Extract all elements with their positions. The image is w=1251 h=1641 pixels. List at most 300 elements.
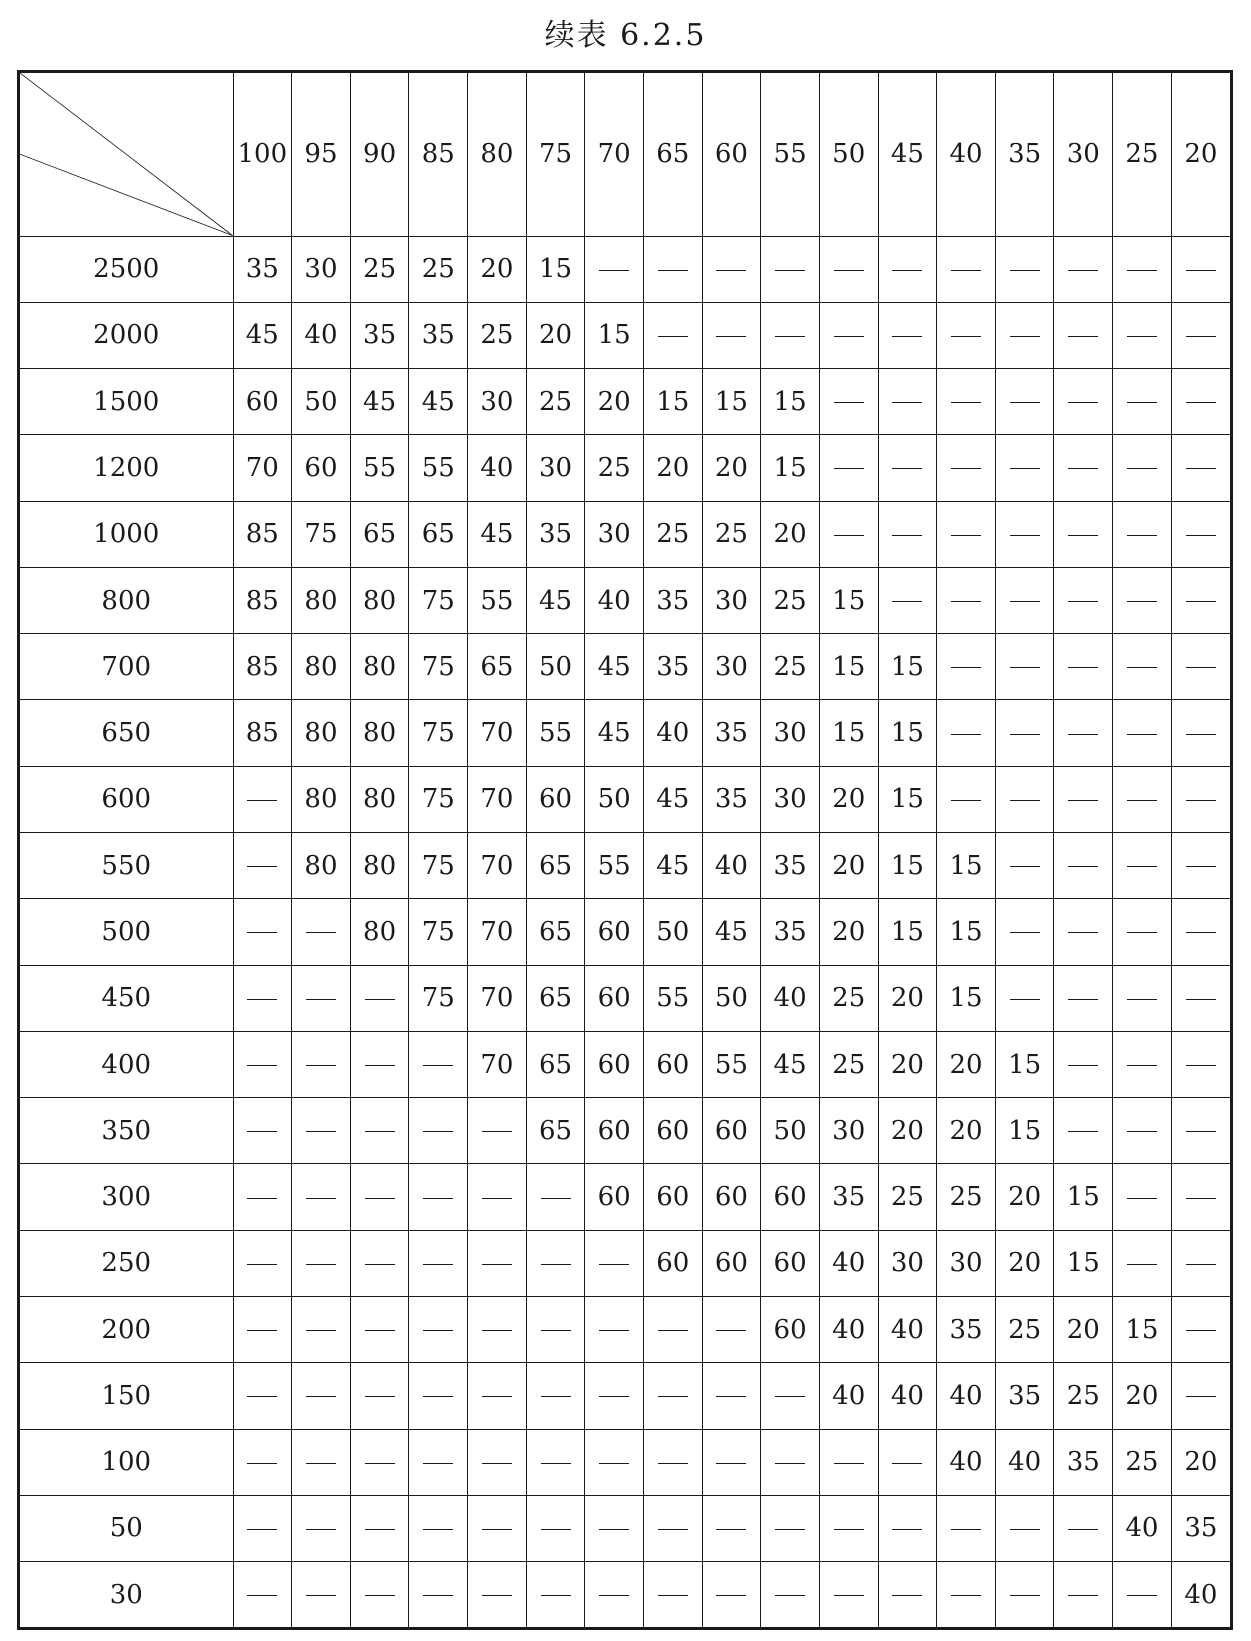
empty-dash-cell xyxy=(995,1562,1054,1627)
empty-dash-cell xyxy=(1054,1031,1113,1097)
table-cell: 15 xyxy=(1054,1230,1113,1296)
table-cell: 30 xyxy=(585,501,644,567)
table-cell: 85 xyxy=(233,567,292,633)
table-cell: 65 xyxy=(350,501,409,567)
empty-dash-cell xyxy=(526,1297,585,1363)
empty-dash-cell xyxy=(702,236,761,302)
empty-dash-cell xyxy=(350,1562,409,1627)
table-cell: 15 xyxy=(819,567,878,633)
table-cell: 70 xyxy=(233,435,292,501)
empty-dash-cell xyxy=(526,1562,585,1627)
table-cell: 35 xyxy=(702,700,761,766)
empty-dash-cell xyxy=(643,1297,702,1363)
empty-dash-cell xyxy=(1113,899,1172,965)
table-row xyxy=(20,1098,1230,1164)
empty-dash-cell xyxy=(1054,899,1113,965)
table-cell: 20 xyxy=(1113,1363,1172,1429)
table-cell: 50 xyxy=(702,965,761,1031)
empty-dash-cell xyxy=(761,1562,820,1627)
table-cell: 20 xyxy=(937,1031,996,1097)
empty-dash-cell xyxy=(702,1429,761,1495)
row-header: 30 xyxy=(20,1562,233,1627)
table-cell: 35 xyxy=(1171,1495,1230,1561)
table-cell: 85 xyxy=(233,634,292,700)
table-cell: 35 xyxy=(761,833,820,899)
empty-dash-cell xyxy=(1054,435,1113,501)
empty-dash-cell xyxy=(702,1297,761,1363)
table-cell: 60 xyxy=(643,1164,702,1230)
table-cell: 75 xyxy=(292,501,351,567)
empty-dash-cell xyxy=(1054,1098,1113,1164)
table-cell: 45 xyxy=(702,899,761,965)
table-cell: 20 xyxy=(878,1098,937,1164)
table-row xyxy=(20,833,1230,899)
empty-dash-cell xyxy=(1113,435,1172,501)
table-cell: 40 xyxy=(1171,1562,1230,1627)
table-cell: 35 xyxy=(702,766,761,832)
empty-dash-cell xyxy=(233,1363,292,1429)
row-header: 550 xyxy=(20,833,233,899)
table-cell: 70 xyxy=(468,700,527,766)
table-cell: 80 xyxy=(350,634,409,700)
table-cell: 20 xyxy=(761,501,820,567)
empty-dash-cell xyxy=(292,1230,351,1296)
table-cell: 80 xyxy=(350,899,409,965)
corner-diagonal-cell xyxy=(20,73,233,236)
empty-dash-cell xyxy=(292,1164,351,1230)
empty-dash-cell xyxy=(643,1495,702,1561)
row-header: 600 xyxy=(20,766,233,832)
column-header: 70 xyxy=(585,73,644,236)
table-cell: 30 xyxy=(702,567,761,633)
table-cell: 80 xyxy=(350,700,409,766)
table-cell: 15 xyxy=(937,833,996,899)
table-cell: 55 xyxy=(409,435,468,501)
table-row xyxy=(20,435,1230,501)
empty-dash-cell xyxy=(1171,700,1230,766)
table-cell: 50 xyxy=(643,899,702,965)
empty-dash-cell xyxy=(1113,236,1172,302)
empty-dash-cell xyxy=(468,1495,527,1561)
table-cell: 30 xyxy=(819,1098,878,1164)
table-cell: 75 xyxy=(409,700,468,766)
empty-dash-cell xyxy=(819,1495,878,1561)
empty-dash-cell xyxy=(1171,1164,1230,1230)
table-cell: 15 xyxy=(819,700,878,766)
empty-dash-cell xyxy=(585,1562,644,1627)
empty-dash-cell xyxy=(585,1297,644,1363)
table-cell: 75 xyxy=(409,899,468,965)
column-header: 90 xyxy=(350,73,409,236)
row-header: 450 xyxy=(20,965,233,1031)
table-cell: 40 xyxy=(819,1363,878,1429)
table-cell: 45 xyxy=(761,1031,820,1097)
empty-dash-cell xyxy=(292,1495,351,1561)
table-cell: 60 xyxy=(585,1031,644,1097)
empty-dash-cell xyxy=(1113,833,1172,899)
empty-dash-cell xyxy=(761,302,820,368)
table-cell: 20 xyxy=(1054,1297,1113,1363)
empty-dash-cell xyxy=(233,1495,292,1561)
table-cell: 15 xyxy=(585,302,644,368)
empty-dash-cell xyxy=(233,1098,292,1164)
empty-dash-cell xyxy=(350,1495,409,1561)
table-cell: 60 xyxy=(526,766,585,832)
empty-dash-cell xyxy=(409,1230,468,1296)
table-row xyxy=(20,567,1230,633)
row-header: 500 xyxy=(20,899,233,965)
empty-dash-cell xyxy=(702,1562,761,1627)
table-row xyxy=(20,700,1230,766)
table-cell: 40 xyxy=(819,1297,878,1363)
row-header: 1000 xyxy=(20,501,233,567)
table-cell: 40 xyxy=(761,965,820,1031)
table-cell: 45 xyxy=(350,369,409,435)
empty-dash-cell xyxy=(643,1562,702,1627)
empty-dash-cell xyxy=(819,236,878,302)
empty-dash-cell xyxy=(350,1098,409,1164)
table-cell: 15 xyxy=(878,899,937,965)
empty-dash-cell xyxy=(878,501,937,567)
empty-dash-cell xyxy=(1113,1164,1172,1230)
empty-dash-cell xyxy=(1171,501,1230,567)
empty-dash-cell xyxy=(1054,965,1113,1031)
empty-dash-cell xyxy=(350,1164,409,1230)
table-cell: 60 xyxy=(585,899,644,965)
table-cell: 45 xyxy=(526,567,585,633)
empty-dash-cell xyxy=(1171,766,1230,832)
table-cell: 60 xyxy=(643,1031,702,1097)
empty-dash-cell xyxy=(1171,899,1230,965)
empty-dash-cell xyxy=(233,1297,292,1363)
empty-dash-cell xyxy=(585,236,644,302)
table-cell: 80 xyxy=(350,766,409,832)
table-cell: 20 xyxy=(1171,1429,1230,1495)
table-cell: 15 xyxy=(1054,1164,1113,1230)
table-cell: 15 xyxy=(819,634,878,700)
table-row xyxy=(20,302,1230,368)
row-header: 700 xyxy=(20,634,233,700)
row-header: 1200 xyxy=(20,435,233,501)
table-cell: 60 xyxy=(702,1230,761,1296)
table-cell: 35 xyxy=(937,1297,996,1363)
column-header: 45 xyxy=(878,73,937,236)
table-cell: 50 xyxy=(292,369,351,435)
table-cell: 30 xyxy=(292,236,351,302)
table-cell: 55 xyxy=(350,435,409,501)
table-cell: 60 xyxy=(585,1098,644,1164)
empty-dash-cell xyxy=(878,302,937,368)
table-cell: 65 xyxy=(526,965,585,1031)
empty-dash-cell xyxy=(995,700,1054,766)
table-row xyxy=(20,1562,1230,1627)
table-cell: 20 xyxy=(819,899,878,965)
table-cell: 65 xyxy=(526,1098,585,1164)
empty-dash-cell xyxy=(1113,700,1172,766)
empty-dash-cell xyxy=(1054,766,1113,832)
table-title: 续表 6.2.5 xyxy=(544,18,707,53)
table-cell: 15 xyxy=(878,766,937,832)
table-cell: 65 xyxy=(526,833,585,899)
table-cell: 75 xyxy=(409,634,468,700)
empty-dash-cell xyxy=(526,1363,585,1429)
empty-dash-cell xyxy=(1171,1297,1230,1363)
empty-dash-cell xyxy=(937,567,996,633)
table-cell: 40 xyxy=(292,302,351,368)
empty-dash-cell xyxy=(1054,700,1113,766)
row-header: 250 xyxy=(20,1230,233,1296)
table-cell: 50 xyxy=(526,634,585,700)
empty-dash-cell xyxy=(1113,1562,1172,1627)
empty-dash-cell xyxy=(1113,1031,1172,1097)
table-cell: 45 xyxy=(643,766,702,832)
table-cell: 25 xyxy=(350,236,409,302)
empty-dash-cell xyxy=(1171,236,1230,302)
empty-dash-cell xyxy=(995,501,1054,567)
empty-dash-cell xyxy=(233,766,292,832)
empty-dash-cell xyxy=(233,833,292,899)
empty-dash-cell xyxy=(409,1031,468,1097)
table-cell: 25 xyxy=(1113,1429,1172,1495)
empty-dash-cell xyxy=(1171,634,1230,700)
table-cell: 85 xyxy=(233,501,292,567)
table-cell: 25 xyxy=(526,369,585,435)
empty-dash-cell xyxy=(468,1230,527,1296)
empty-dash-cell xyxy=(643,1429,702,1495)
table-cell: 80 xyxy=(292,766,351,832)
empty-dash-cell xyxy=(409,1297,468,1363)
table-row xyxy=(20,501,1230,567)
empty-dash-cell xyxy=(233,965,292,1031)
table-cell: 35 xyxy=(761,899,820,965)
empty-dash-cell xyxy=(585,1429,644,1495)
empty-dash-cell xyxy=(292,899,351,965)
table-cell: 25 xyxy=(761,634,820,700)
empty-dash-cell xyxy=(761,1429,820,1495)
table-cell: 55 xyxy=(643,965,702,1031)
empty-dash-cell xyxy=(468,1297,527,1363)
table-cell: 25 xyxy=(937,1164,996,1230)
table-cell: 45 xyxy=(233,302,292,368)
empty-dash-cell xyxy=(937,236,996,302)
empty-dash-cell xyxy=(526,1495,585,1561)
empty-dash-cell xyxy=(350,1429,409,1495)
table-cell: 30 xyxy=(937,1230,996,1296)
table-cell: 60 xyxy=(761,1164,820,1230)
table-cell: 85 xyxy=(233,700,292,766)
row-header: 2500 xyxy=(20,236,233,302)
table-cell: 50 xyxy=(585,766,644,832)
table-cell: 50 xyxy=(761,1098,820,1164)
table-cell: 40 xyxy=(702,833,761,899)
table-cell: 15 xyxy=(643,369,702,435)
table-cell: 15 xyxy=(761,369,820,435)
table-cell: 25 xyxy=(643,501,702,567)
empty-dash-cell xyxy=(1113,501,1172,567)
table-cell: 40 xyxy=(878,1297,937,1363)
table-cell: 70 xyxy=(468,899,527,965)
table-cell: 25 xyxy=(585,435,644,501)
data-table xyxy=(20,73,1230,1627)
column-header: 30 xyxy=(1054,73,1113,236)
empty-dash-cell xyxy=(937,1495,996,1561)
table-row xyxy=(20,766,1230,832)
empty-dash-cell xyxy=(1054,567,1113,633)
table-cell: 30 xyxy=(468,369,527,435)
table-cell: 35 xyxy=(526,501,585,567)
table-cell: 45 xyxy=(585,700,644,766)
table-cell: 20 xyxy=(995,1230,1054,1296)
table-cell: 20 xyxy=(995,1164,1054,1230)
empty-dash-cell xyxy=(409,1495,468,1561)
empty-dash-cell xyxy=(1171,833,1230,899)
table-cell: 60 xyxy=(643,1098,702,1164)
table-cell: 35 xyxy=(995,1363,1054,1429)
table-row xyxy=(20,1230,1230,1296)
empty-dash-cell xyxy=(937,302,996,368)
column-header: 95 xyxy=(292,73,351,236)
table-row xyxy=(20,965,1230,1031)
diagonal-lines xyxy=(20,73,233,236)
table-cell: 45 xyxy=(585,634,644,700)
table-cell: 35 xyxy=(819,1164,878,1230)
table-cell: 80 xyxy=(292,833,351,899)
empty-dash-cell xyxy=(995,1495,1054,1561)
empty-dash-cell xyxy=(995,899,1054,965)
table-row xyxy=(20,899,1230,965)
empty-dash-cell xyxy=(1171,1230,1230,1296)
table-cell: 35 xyxy=(409,302,468,368)
empty-dash-cell xyxy=(1113,369,1172,435)
empty-dash-cell xyxy=(233,899,292,965)
table-cell: 75 xyxy=(409,766,468,832)
table-row xyxy=(20,1429,1230,1495)
row-header: 800 xyxy=(20,567,233,633)
empty-dash-cell xyxy=(1113,766,1172,832)
table-cell: 65 xyxy=(526,899,585,965)
table-row xyxy=(20,1031,1230,1097)
column-header: 85 xyxy=(409,73,468,236)
empty-dash-cell xyxy=(233,1031,292,1097)
empty-dash-cell xyxy=(292,1031,351,1097)
table-cell: 15 xyxy=(761,435,820,501)
row-header: 650 xyxy=(20,700,233,766)
empty-dash-cell xyxy=(292,1098,351,1164)
table-cell: 55 xyxy=(468,567,527,633)
column-header: 55 xyxy=(761,73,820,236)
row-header: 100 xyxy=(20,1429,233,1495)
table-cell: 30 xyxy=(526,435,585,501)
table-cell: 25 xyxy=(995,1297,1054,1363)
table-cell: 20 xyxy=(702,435,761,501)
table-cell: 20 xyxy=(937,1098,996,1164)
empty-dash-cell xyxy=(350,965,409,1031)
column-header: 35 xyxy=(995,73,1054,236)
empty-dash-cell xyxy=(1171,369,1230,435)
empty-dash-cell xyxy=(233,1230,292,1296)
empty-dash-cell xyxy=(995,369,1054,435)
empty-dash-cell xyxy=(995,634,1054,700)
empty-dash-cell xyxy=(468,1164,527,1230)
table-cell: 60 xyxy=(702,1164,761,1230)
table-cell: 55 xyxy=(526,700,585,766)
empty-dash-cell xyxy=(1113,1230,1172,1296)
table-row xyxy=(20,369,1230,435)
empty-dash-cell xyxy=(292,1429,351,1495)
header-row xyxy=(20,73,1230,236)
table-row xyxy=(20,1495,1230,1561)
empty-dash-cell xyxy=(1171,302,1230,368)
empty-dash-cell xyxy=(1171,435,1230,501)
empty-dash-cell xyxy=(468,1098,527,1164)
empty-dash-cell xyxy=(1054,1562,1113,1627)
table-cell: 15 xyxy=(702,369,761,435)
table-cell: 60 xyxy=(233,369,292,435)
table-cell: 70 xyxy=(468,833,527,899)
empty-dash-cell xyxy=(702,302,761,368)
empty-dash-cell xyxy=(350,1363,409,1429)
table-cell: 65 xyxy=(526,1031,585,1097)
table-cell: 70 xyxy=(468,766,527,832)
table-cell: 35 xyxy=(350,302,409,368)
column-header: 50 xyxy=(819,73,878,236)
empty-dash-cell xyxy=(937,634,996,700)
empty-dash-cell xyxy=(409,1562,468,1627)
column-header: 25 xyxy=(1113,73,1172,236)
empty-dash-cell xyxy=(937,369,996,435)
row-header: 2000 xyxy=(20,302,233,368)
table-cell: 70 xyxy=(468,1031,527,1097)
column-header: 65 xyxy=(643,73,702,236)
empty-dash-cell xyxy=(937,766,996,832)
table-cell: 70 xyxy=(468,965,527,1031)
empty-dash-cell xyxy=(995,236,1054,302)
table-cell: 25 xyxy=(1054,1363,1113,1429)
data-table-frame xyxy=(17,70,1233,1630)
table-cell: 35 xyxy=(233,236,292,302)
empty-dash-cell xyxy=(995,965,1054,1031)
empty-dash-cell xyxy=(878,435,937,501)
empty-dash-cell xyxy=(1113,302,1172,368)
table-row xyxy=(20,1297,1230,1363)
table-cell: 40 xyxy=(819,1230,878,1296)
empty-dash-cell xyxy=(1054,833,1113,899)
empty-dash-cell xyxy=(350,1230,409,1296)
table-cell: 55 xyxy=(585,833,644,899)
table-cell: 15 xyxy=(995,1098,1054,1164)
table-row xyxy=(20,236,1230,302)
empty-dash-cell xyxy=(937,700,996,766)
empty-dash-cell xyxy=(585,1495,644,1561)
empty-dash-cell xyxy=(585,1230,644,1296)
table-cell: 15 xyxy=(937,899,996,965)
empty-dash-cell xyxy=(585,1363,644,1429)
table-cell: 80 xyxy=(292,634,351,700)
empty-dash-cell xyxy=(702,1363,761,1429)
empty-dash-cell xyxy=(937,501,996,567)
table-cell: 20 xyxy=(526,302,585,368)
table-cell: 45 xyxy=(643,833,702,899)
empty-dash-cell xyxy=(1113,965,1172,1031)
table-cell: 30 xyxy=(761,700,820,766)
empty-dash-cell xyxy=(819,369,878,435)
empty-dash-cell xyxy=(878,1495,937,1561)
table-cell: 15 xyxy=(995,1031,1054,1097)
empty-dash-cell xyxy=(819,1429,878,1495)
empty-dash-cell xyxy=(995,766,1054,832)
empty-dash-cell xyxy=(1054,236,1113,302)
empty-dash-cell xyxy=(1113,1098,1172,1164)
